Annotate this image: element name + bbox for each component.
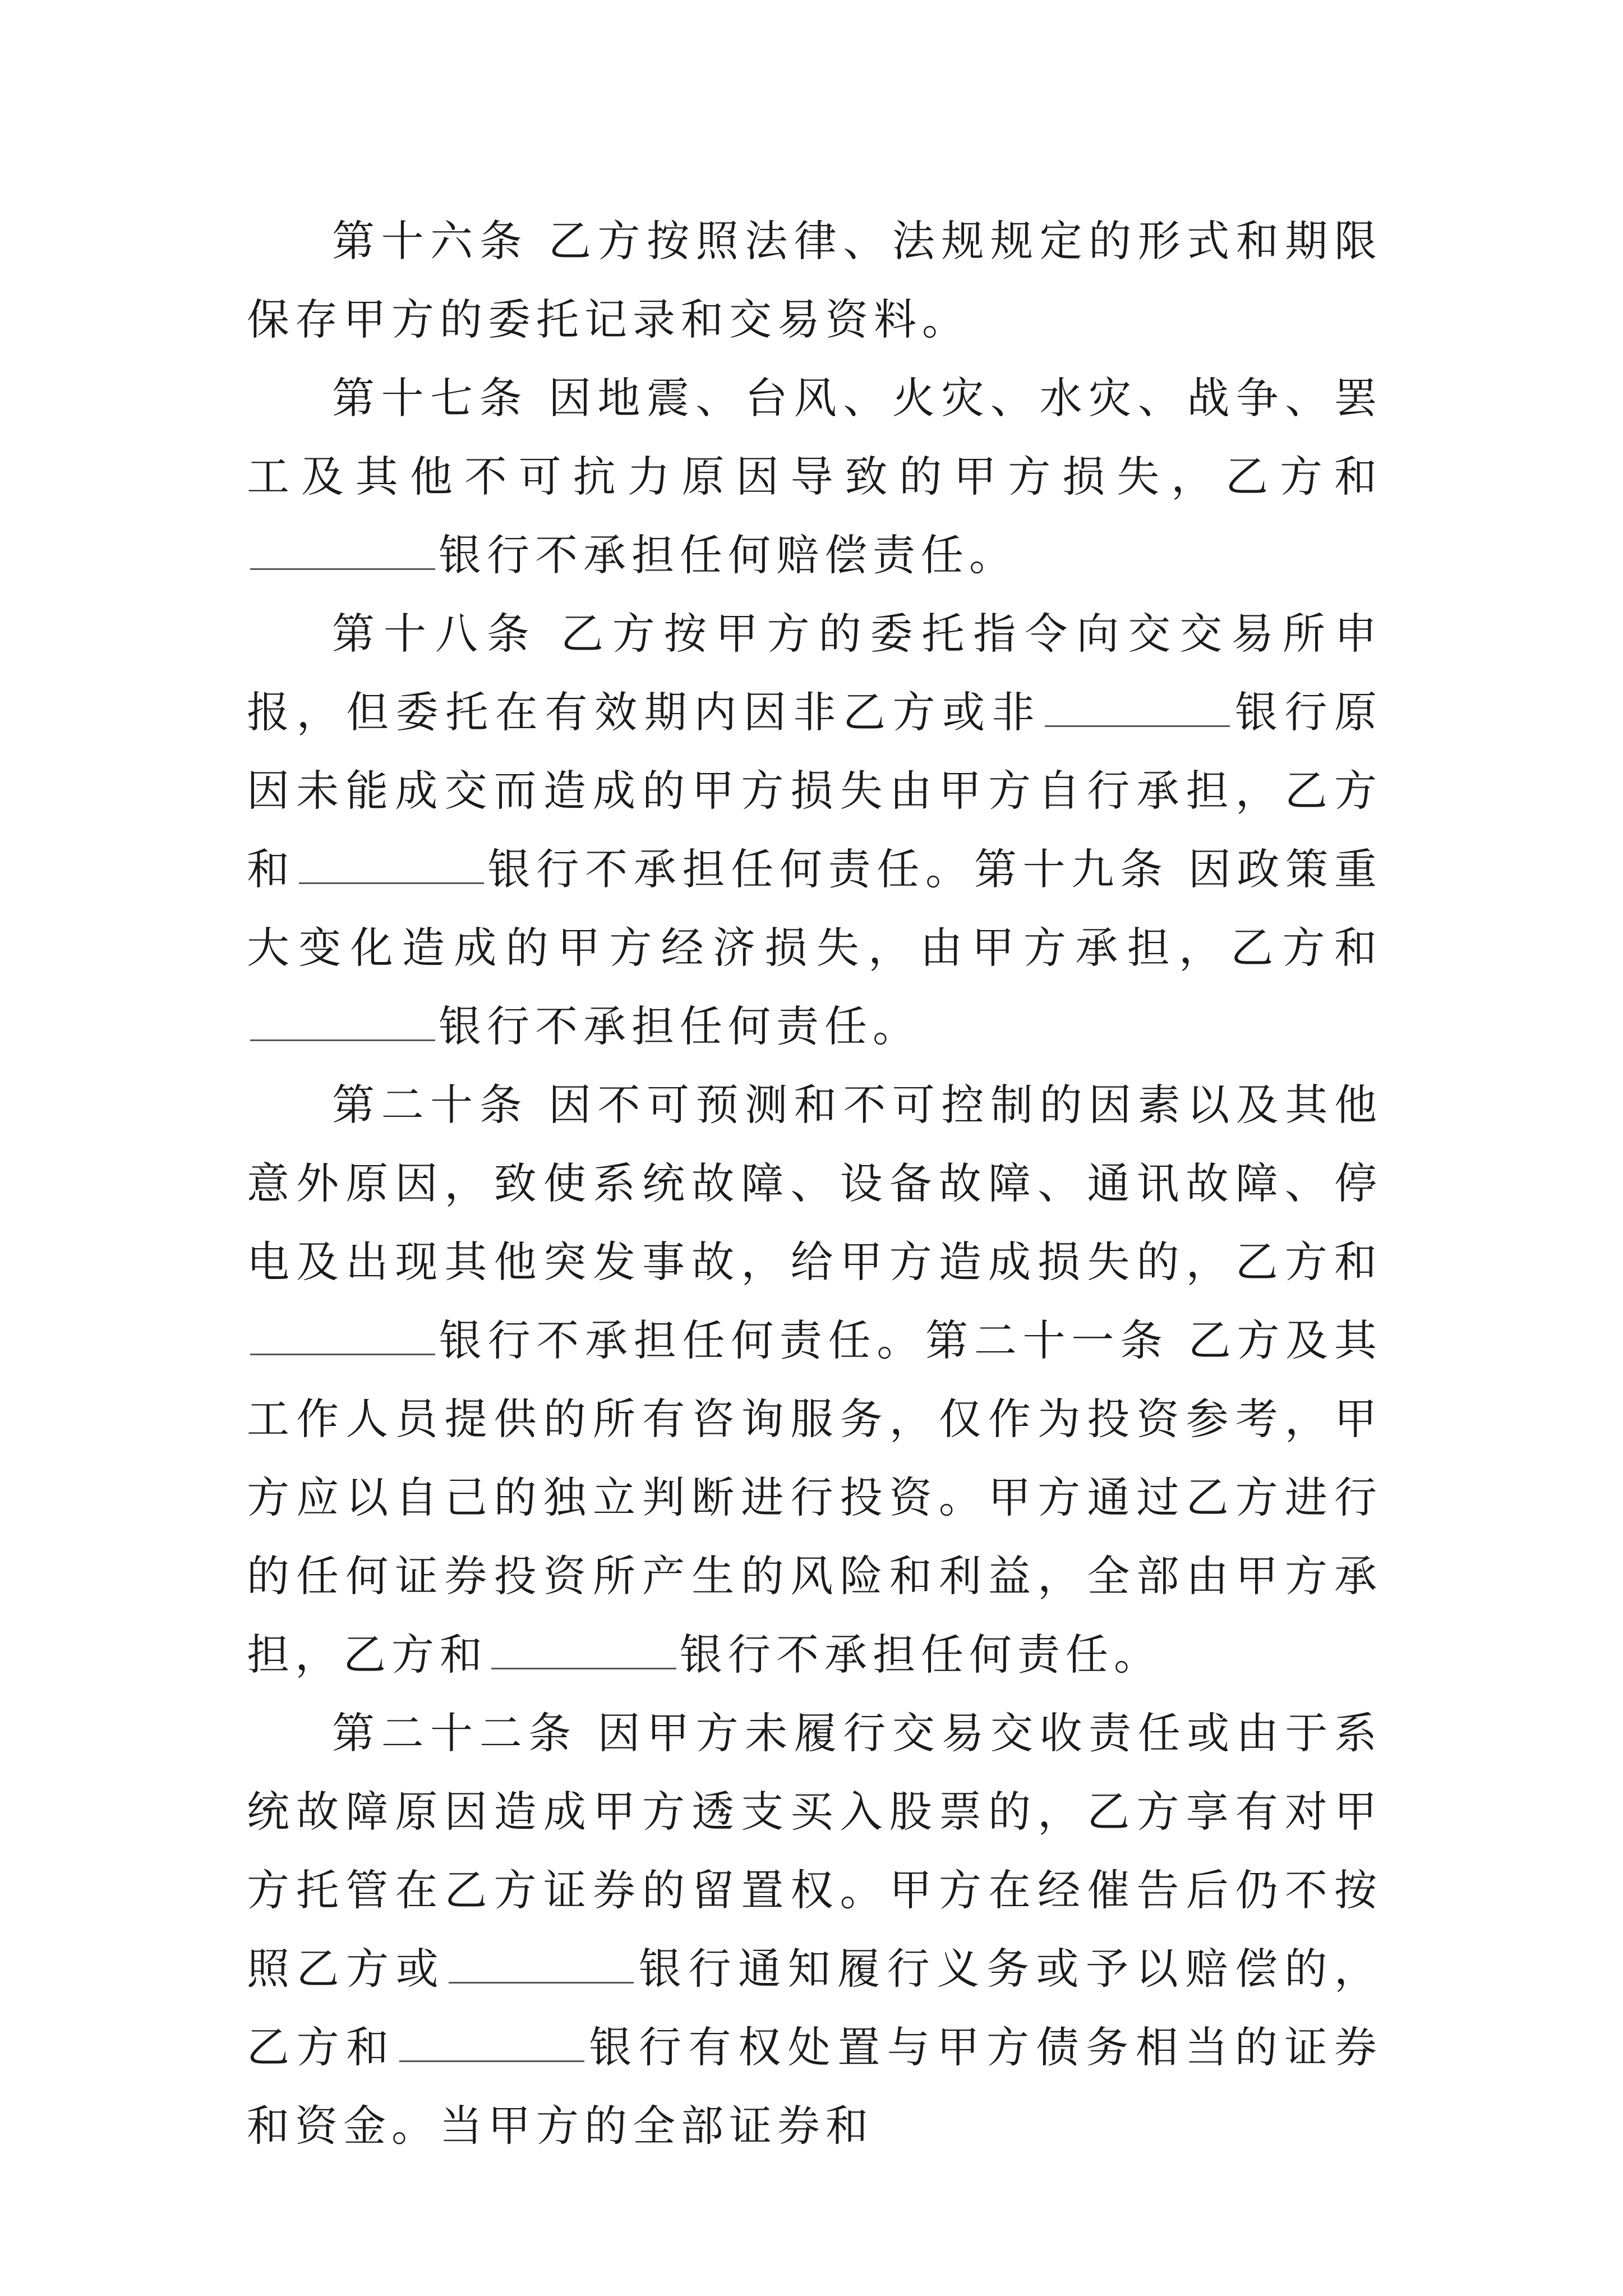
bank-name-blank bbox=[449, 1948, 634, 1984]
document-body bbox=[247, 202, 1382, 2165]
article-16: 第十六条 乙方按照法律、法规规定的形式和期限保存甲方的委托记录和交易资料。 bbox=[247, 216, 1382, 344]
article-18-19: 第十八条 乙方按甲方的委托指令向交交易所申报，但委托在有效期内因非乙方或非 银行原因未能成交而造成的甲方损失由甲方自行承担，乙方和 银行不承担任何责任。第十九条 因政策重大变化造成的甲方经济损失，由甲方承担，乙方和银行不承担任何责任。 bbox=[247, 609, 1383, 1051]
bank-name-blank bbox=[250, 1320, 435, 1355]
article-17: 第十七条 因地震、台风、火灾、水灾、战争、罢工及其他不可抗力原因导致的甲方损失，乙方和银行不承担任何赔偿责任。 bbox=[247, 373, 1382, 580]
bank-name-blank bbox=[491, 1634, 676, 1669]
article-22: 第二十二条 因甲方未履行交易交收责任或由于系统故障原因造成甲方透支买入股票的，乙方享有对甲方托管在乙方证券的留置权。甲方在经催告后仍不按照乙方或 银行通知履行义务或予以赔偿的，乙方和 银行有权处置与甲方债务相当的证券和资金。当甲方的全部证券和 bbox=[247, 1708, 1383, 2151]
bank-name-blank bbox=[1045, 692, 1230, 727]
bank-name-blank bbox=[299, 849, 484, 884]
bank-name-blank bbox=[250, 1006, 435, 1041]
bank-name-blank bbox=[250, 535, 435, 570]
bank-name-blank bbox=[399, 2027, 584, 2062]
article-20-21: 第二十条 因不可预测和不可控制的因素以及其他意外原因，致使系统故障、设备故障、通讯故障、停电及出现其他突发事故，给甲方造成损失的，乙方和银行不承担任何责任。第二十一条 乙方及其工作人员提供的所有咨询服务，仅作为投资参考，甲方应以自己的独立判断进行投资。甲方通过乙方进行的任何证券投资所产生的风险和利益，全部由甲方承担，乙方和 银行不承担任何责任。 bbox=[247, 1080, 1382, 1680]
